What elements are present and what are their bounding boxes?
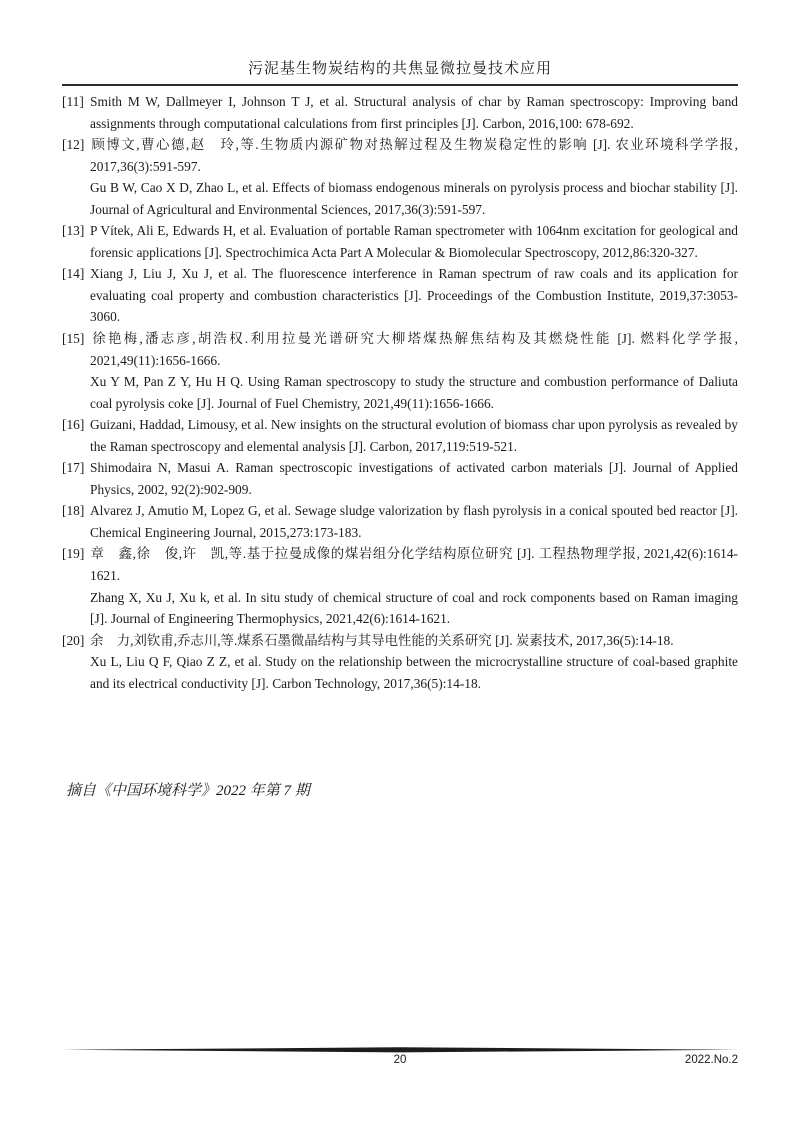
running-head: 污泥基生物炭结构的共焦显微拉曼技术应用 bbox=[247, 61, 552, 77]
reference-text: [17] Shimodaira N, Masui A. Raman spectroscopic investigations of activated carbon materials [J]. Journal of Applied Physics, 2002, 92(2):902-909. bbox=[90, 457, 738, 500]
reference-number: [15] bbox=[62, 331, 85, 347]
reference-translation: Xu Y M, Pan Z Y, Hu H Q. Using Raman spectroscopy to study the structure and combustion performance of Daliuta coal pyrolysis coke [J]. Journal of Fuel Chemistry, 2021,49(11):1656-1666. bbox=[90, 374, 738, 411]
reference-number: [18] bbox=[62, 503, 85, 519]
reference-text: [16] Guizani, Haddad, Limousy, et al. New insights on the structural evolution of biomass char upon pyrolysis as revealed by the Raman spectroscopy and elemental analysis [J]. Carbon, 2017,119:519-521. bbox=[90, 414, 738, 457]
reference-item bbox=[62, 134, 738, 220]
reference-text: [14] Xiang J, Liu J, Xu J, et al. The fluorescence interference in Raman spectrum of raw coals and its application for evaluating coal property and combustion characteristics [J]. Proceedings of the Combustion Institute, 2019,37:3053-3060. bbox=[90, 263, 738, 328]
footer-rule bbox=[62, 1047, 738, 1053]
reference-text: [15] 徐艳梅,潘志彦,胡浩权.利用拉曼光谱研究大柳塔煤热解焦结构及其燃烧性能 [J]. 燃料化学学报, 2021,49(11):1656-1666. bbox=[90, 328, 738, 371]
reference-item bbox=[62, 91, 738, 134]
reference-list bbox=[62, 91, 738, 694]
reference-item bbox=[62, 220, 738, 263]
reference-number: [13] bbox=[62, 223, 85, 239]
header-rule bbox=[62, 84, 738, 86]
reference-item bbox=[62, 263, 738, 328]
reference-text: [18] Alvarez J, Amutio M, Lopez G, et al. Sewage sludge valorization by flash pyrolysis in a conical spouted bed reactor [J]. Chemical Engineering Journal, 2015,273:173-183. bbox=[90, 500, 738, 543]
reference-item bbox=[62, 630, 738, 695]
reference-number: [14] bbox=[62, 266, 85, 282]
reference-text: [11] Smith M W, Dallmeyer I, Johnson T J, et al. Structural analysis of char by Raman spectroscopy: Improving band assignments through computational calculations from first principles [J]. Carbon, 2016,100: 678-692. bbox=[90, 91, 738, 134]
reference-text: [20] 余 力,刘钦甫,乔志川,等.煤系石墨微晶结构与其导电性能的关系研究 [J]. 炭素技术, 2017,36(5):14-18. bbox=[90, 630, 738, 652]
reference-translation: Zhang X, Xu J, Xu k, et al. In situ study of chemical structure of coal and rock components based on Raman imaging [J]. Journal of Engineering Thermophysics, 2021,42(6):1614-1621. bbox=[90, 589, 738, 627]
page-footer bbox=[62, 1054, 738, 1070]
page-number: 20 bbox=[393, 1054, 407, 1066]
reference-item bbox=[62, 457, 738, 500]
reference-text: [19] 章 鑫,徐 俊,许 凯,等.基于拉曼成像的煤岩组分化学结构原位研究 [J]. 工程热物理学报, 2021,42(6):1614-1621. bbox=[90, 543, 738, 586]
reference-item bbox=[62, 500, 738, 543]
reference-number: [11] bbox=[62, 94, 84, 109]
source-note: 摘自《中国环境科学》2022 年第 7 期 bbox=[66, 783, 310, 799]
issue-label: 2022.No.2 bbox=[684, 1054, 738, 1066]
reference-item bbox=[62, 543, 738, 629]
reference-number: [19] bbox=[62, 546, 85, 562]
reference-number: [16] bbox=[62, 417, 85, 433]
reference-number: [20] bbox=[62, 632, 85, 648]
reference-item bbox=[62, 414, 738, 457]
reference-translation: Gu B W, Cao X D, Zhao L, et al. Effects of biomass endogenous minerals on pyrolysis process and biochar stability [J]. Journal of Agricultural and Environmental Sciences, 2017,36(3):591-597. bbox=[90, 180, 738, 217]
reference-item bbox=[62, 328, 738, 414]
reference-translation: Xu L, Liu Q F, Qiao Z Z, et al. Study on the relationship between the microcrystalline structure of coal-based graphite and its electrical conductivity [J]. Carbon Technology, 2017,36(5):14-18. bbox=[90, 654, 738, 691]
reference-text: [12] 顾博文,曹心德,赵 玲,等.生物质内源矿物对热解过程及生物炭稳定性的影响 [J]. 农业环境科学学报, 2017,36(3):591-597. bbox=[90, 134, 738, 177]
reference-number: [12] bbox=[62, 137, 85, 153]
reference-text: [13] P Vítek, Ali E, Edwards H, et al. Evaluation of portable Raman spectrometer with 1064nm excitation for geological and forensic applications [J]. Spectrochimica Acta Part A Molecular & Biomolecular Spectroscopy, 2012,86:320-327. bbox=[90, 220, 738, 263]
reference-number: [17] bbox=[62, 460, 85, 476]
